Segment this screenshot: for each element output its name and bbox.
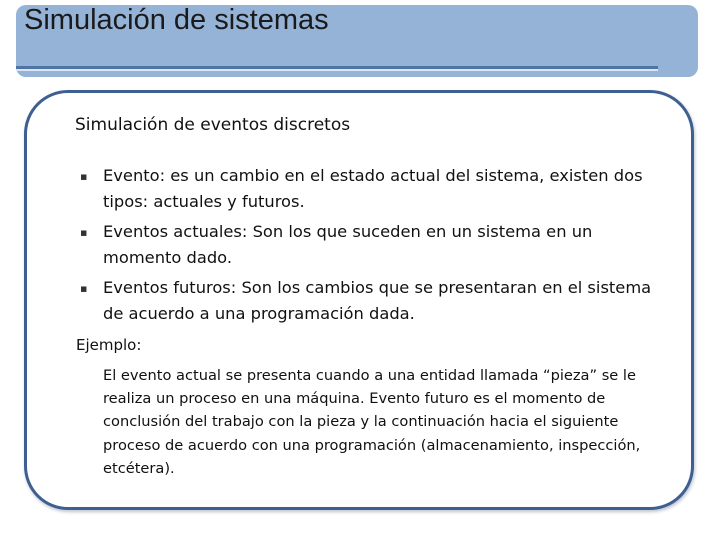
bullet-list [75,163,665,331]
bullet-text: : Son los que suceden en un sistema en un momento dado. [103,222,593,267]
square-bullet-icon: ▪ [80,282,88,295]
square-bullet-icon: ▪ [80,226,88,239]
slide-title: Simulación de sistemas [24,4,329,36]
bullet-item [75,275,665,327]
bullet-text: : es un cambio en el estado actual del sistema, existen dos tipos: actuales y futuros. [103,166,643,211]
bullet-term: Evento [103,166,160,185]
bullet-term: Eventos actuales [103,222,242,241]
bullet-text: : Son los cambios que se presentaran en el sistema de acuerdo a una programación dada. [103,278,652,323]
title-underline-highlight [16,69,658,71]
example-text: El evento actual se presenta cuando a una entidad llamada “pieza” se le realiza un proceso en una máquina. Evento futuro es el momento de conclusión del trabajo con la pieza y la continuación hacia el siguiente proceso de acuerdo con una programación (almacenamiento, inspección, etcétera). [103,367,641,477]
section-heading: Simulación de eventos discretos [75,115,351,135]
square-bullet-icon: ▪ [80,170,88,183]
bullet-item [75,219,665,271]
bullet-term: Eventos futuros [103,278,231,297]
bullet-item [75,163,665,215]
example-label: Ejemplo: [76,336,142,354]
